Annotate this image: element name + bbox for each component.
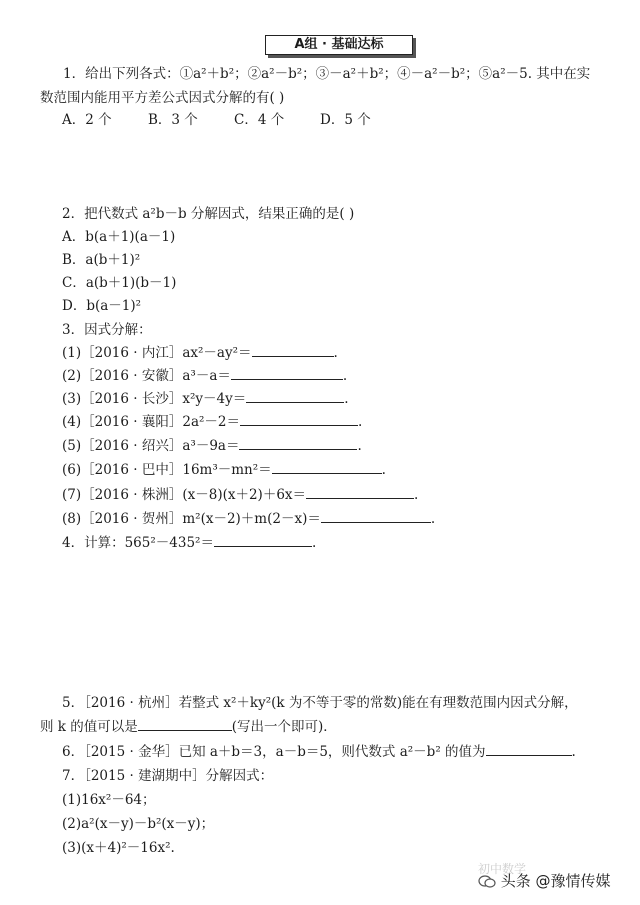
q7-item-2: (2)a²(x－y)－b²(x－y)； [62,816,215,832]
watermark-text: 头条 @豫情传媒 [500,872,611,890]
section-title: A组 · 基础达标 [265,35,413,55]
q3-item-text: (7)［2016 · 株洲］(x－8)(x＋2)＋6x＝ [62,487,307,503]
answer-blank[interactable] [246,390,344,403]
q5-line1: 5．［2016 · 杭州］若整式 x²＋ky²(k 为不等于零的常数)能在有理数范围内因式分解， [62,695,578,711]
q1-line1: 1．给出下列各式：①a²＋b²；②a²－b²；③－a²＋b²；④－a²－b²；⑤a²－5. 其中在实 [63,66,591,82]
q3-item-text: (5)［2016 · 绍兴］a³－9a＝ [62,438,240,454]
q3-item-8 [62,509,435,529]
q1-option-b: B．3 个 [148,112,198,128]
q3-item-7 [62,485,418,505]
q3-item-text: (2)［2016 · 安徽］a³－a＝ [62,368,231,384]
period: . [342,368,348,384]
answer-blank[interactable] [240,413,358,426]
q2-option-b: B．a(b＋1)² [62,252,141,268]
q6-stem: 6．［2015 · 金华］已知 a＋b＝3，a－b＝5，则代数式 a²－b² 的值为 [62,744,486,760]
q1-line2: 数范围内能用平方差公式因式分解的有( ) [40,90,285,106]
period: . [381,462,386,478]
answer-blank[interactable] [252,344,334,357]
q2-option-d: D．b(a－1)² [62,298,142,314]
q3-item-6 [62,460,386,480]
q4-stem: 4．计算：565²－435²＝ [62,535,214,551]
q1-option-d: D．5 个 [320,112,371,128]
q3-stem: 3．因式分解： [62,322,152,338]
q3-item-3 [62,389,349,409]
q2-option-c: C．a(b＋1)(b－1) [62,275,177,291]
q7-item-3: (3)(x＋4)²－16x². [62,840,175,856]
period: . [571,744,576,760]
period: . [358,414,363,430]
q1-option-c: C．4 个 [234,112,285,128]
period: . [357,438,362,454]
q3-item-text: (3)［2016 · 长沙］x²y－4y＝ [62,391,247,407]
q1-option-a: A．2 个 [62,112,112,128]
q5-line2-pre: 则 k 的值可以是 [40,719,138,735]
period: . [344,391,349,407]
answer-blank[interactable] [321,510,431,523]
period: . [333,345,338,361]
answer-blank[interactable] [306,486,414,499]
period: . [430,511,436,527]
q3-item-4 [62,412,362,432]
q7-item-1: (1)16x²－64； [62,792,156,808]
q4 [62,533,316,553]
q7-stem: 7．［2015 · 建湖期中］分解因式： [62,768,274,784]
q3-item-1 [62,343,338,363]
answer-blank[interactable] [486,743,572,756]
answer-blank[interactable] [214,534,312,547]
period: . [414,487,419,503]
watermark-background-text: 初中数学 [478,862,527,876]
q3-item-text: (1)［2016 · 内江］ax²－ay²＝ [62,345,252,361]
answer-blank[interactable] [231,367,343,380]
q3-item-5 [62,436,362,456]
chat-bubble-icon [478,875,496,889]
q2-option-a: A．b(a＋1)(a－1) [62,229,176,245]
q5-line2 [40,717,337,737]
answer-blank[interactable] [138,718,232,731]
period: . [311,535,317,551]
q6 [62,742,576,762]
q5-line2-post: (写出一个即可)． [231,719,337,735]
q3-item-text: (4)［2016 · 襄阳］2a²－2＝ [62,414,240,430]
q2-stem: 2．把代数式 a²b－b 分解因式，结果正确的是( ) [62,206,355,222]
answer-blank[interactable] [272,461,382,474]
q1-options [62,110,406,130]
q3-item-2 [62,366,347,386]
answer-blank[interactable] [239,437,357,450]
watermark [478,868,628,894]
q3-item-text: (8)［2016 · 贺州］m²(x－2)＋m(2－x)＝ [62,511,321,527]
q3-item-text: (6)［2016 · 巴中］16m³－mn²＝ [62,462,272,478]
